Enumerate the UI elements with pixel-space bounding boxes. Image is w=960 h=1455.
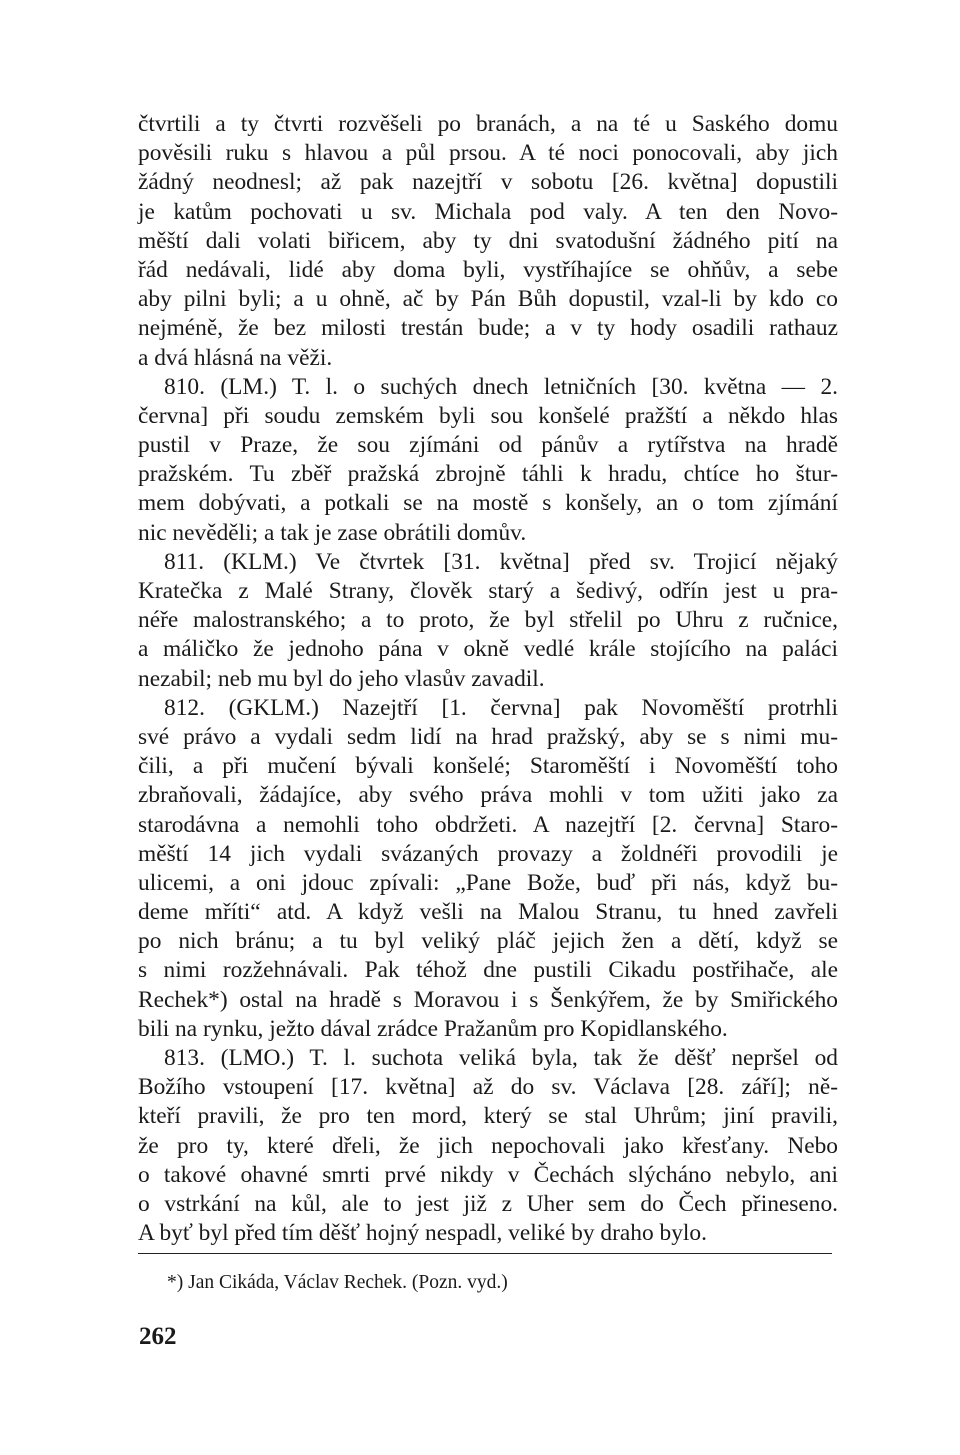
text-line: pražském. Tu zběř pražská zbrojně táhli k hradu, chtíce ho štur-	[138, 461, 838, 488]
text-line: své právo a vydali sedm lidí na hrad pražský, aby se s nimi mu-	[138, 723, 838, 750]
text-line: néře malostranského; a to proto, že byl střelil po Uhru z ručnice,	[138, 607, 838, 634]
text-line: nezabil; neb mu byl do jeho vlasův zavadil.	[138, 665, 545, 692]
text-line: pověsili ruku s hlavou a půl prsou. A té noci ponocovali, aby jich	[138, 140, 838, 167]
entry-812-line: 812. (GKLM.) Nazejtří [1. června] pak Novoměští protrhli	[164, 694, 838, 721]
text-line: čtvrtili a ty čtvrti rozvěšeli po branách, a na té u Saského domu	[138, 111, 838, 137]
text-line: kteří pravili, že pro ten mord, který se stal Uhrům; jiní pravili,	[138, 1103, 838, 1130]
text-line: deme mříti“ atd. A když vešli na Malou Stranu, tu hned zavřeli	[138, 899, 838, 926]
text-line: Božího vstoupení [17. května] až do sv. Václava [28. září]; ně-	[138, 1074, 838, 1101]
text-line: A byť byl před tím děšť hojný nespadl, veliké by draho bylo.	[138, 1220, 707, 1247]
text-line: Kratečka z Malé Strany, člověk starý a šedivý, odřín jest u pra-	[138, 578, 838, 604]
text-line: a dvá hlásná na věži.	[138, 344, 333, 371]
page-number: 262	[139, 1323, 177, 1350]
text-line: o takové ohavné smrti prvé nikdy v Čechách slýcháno nebylo, ani	[138, 1161, 838, 1188]
text-line: pustil v Praze, že sou zjímáni od pánův a rytířstva na hradě	[138, 432, 838, 459]
text-line: nejméně, že bez milosti trestán bude; a v ty hody osadili rathauz	[138, 315, 838, 342]
text-line: řád nedávali, lidé aby doma byli, vystříhajíce se ohňův, a sebe	[138, 256, 838, 283]
text-line: měští 14 jich vydali svázaných provazy a žoldnéři provodili je	[138, 840, 838, 867]
text-line: Rechek*) ostal na hradě s Moravou i s Šenkýřem, že by Smiřického	[138, 986, 838, 1013]
text-line: bili na rynku, ježto dával zrádce Pražanům pro Kopidlanského.	[138, 1015, 728, 1042]
text-line: je katům pochovati u sv. Michala pod valy. A ten den Novo-	[138, 198, 838, 225]
text-line: čili, a při mučení bývali konšelé; Staroměští i Novoměští toho	[138, 753, 838, 780]
footnote: *) Jan Cikáda, Václav Rechek. (Pozn. vyd.)	[167, 1272, 508, 1293]
main-text	[138, 110, 838, 1248]
text-line: o vstrkání na kůl, ale to jest již z Uher sem do Čech přineseno.	[138, 1190, 838, 1217]
footnote-divider	[138, 1253, 832, 1254]
text-line: s nimi rozžehnávali. Pak téhož dne pustili Cikadu postřihače, ale	[138, 957, 838, 984]
entry-811-line: 811. (KLM.) Ve čtvrtek [31. května] před sv. Trojicí nějaký	[164, 548, 838, 575]
text-line: starodávna a nemohli toho obdržeti. A nazejtří [2. června] Staro-	[138, 811, 838, 838]
text-line: že pro ty, které dřeli, že jich nepochovali jako křesťany. Nebo	[138, 1132, 838, 1159]
text-line: června] při soudu zemském byli sou konšelé pražští a někdo hlas	[138, 402, 838, 429]
text-line: ulicemi, a oni jdouc zpívali: „Pane Bože, buď při nás, když bu-	[138, 869, 838, 896]
text-line: aby pilni byli; a u ohně, ač by Pán Bůh dopustil, vzal-li by kdo co	[138, 286, 838, 313]
text-line: zbraňovali, žádajíce, aby svého práva mohli v tom užiti jako za	[138, 782, 838, 809]
text-line: mem dobývati, a potkali se na mostě s konšely, an o tom zjímání	[138, 490, 838, 517]
text-line: žádný neodnesl; až pak nazejtří v sobotu [26. května] dopustili	[138, 169, 838, 196]
text-line: a máličko že jednoho pána v okně vedlé krále stojícího na paláci	[138, 636, 838, 663]
entry-810-line: 810. (LM.) T. l. o suchých dnech letničních [30. května — 2.	[164, 373, 838, 400]
text-line: nic nevěděli; a tak je zase obrátili domův.	[138, 519, 527, 546]
entry-813-line: 813. (LMO.) T. l. suchota veliká byla, tak že děšť nepršel od	[164, 1045, 838, 1071]
text-line: po nich bránu; a tu byl veliký pláč jejich žen a dětí, když se	[138, 928, 838, 955]
text-line: měští dali volati biřicem, aby ty dni svatodušní žádného pití na	[138, 227, 838, 254]
